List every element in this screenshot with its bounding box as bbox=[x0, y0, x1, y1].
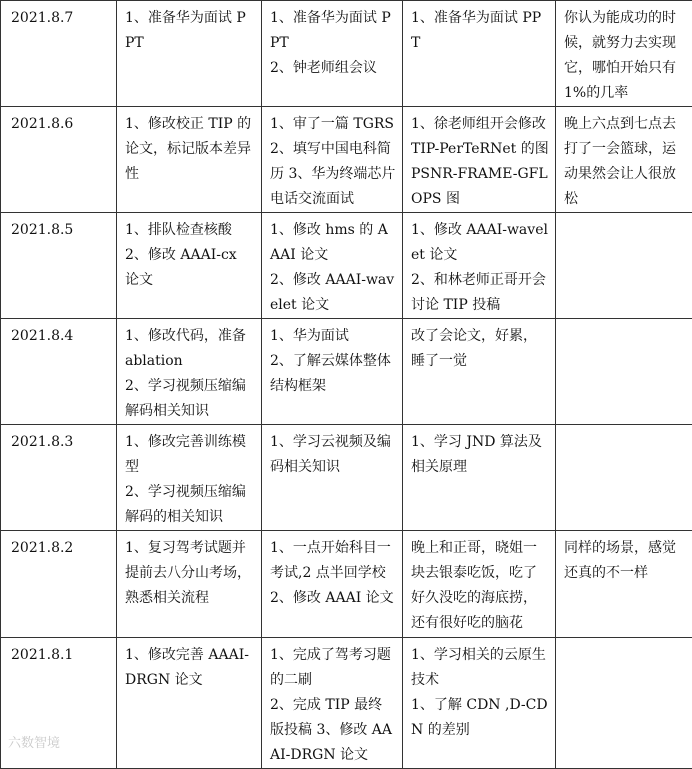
col1-cell bbox=[117, 213, 262, 319]
cell-line: 1、修改完善 AAAI-DRGN 论文 bbox=[125, 643, 255, 693]
col1-cell bbox=[117, 638, 262, 769]
col3-cell bbox=[403, 319, 556, 425]
cell-line: 2、修改 AAAI-wavelet 论文 bbox=[270, 268, 396, 318]
col2-cell bbox=[262, 319, 403, 425]
table-row bbox=[1, 213, 692, 319]
cell-line: 同样的场景，感觉还真的不一样 bbox=[564, 536, 686, 586]
cell-line: 2、修改 AAAI-cx 论文 bbox=[125, 243, 255, 293]
cell-line: 1、学习相关的云原生技术 bbox=[411, 643, 549, 693]
col3-cell bbox=[403, 213, 556, 319]
cell-line: 2、完成 TIP 最终版投稿 3、修改 AAAI-DRGN 论文 bbox=[270, 693, 396, 768]
col4-cell bbox=[556, 319, 692, 425]
col1-cell bbox=[117, 425, 262, 531]
table-row bbox=[1, 638, 692, 769]
cell-line: 1、华为面试 bbox=[270, 324, 396, 349]
diary-table-body bbox=[1, 1, 692, 769]
cell-line: 1、审了一篇 TGRS bbox=[270, 112, 396, 137]
col3-cell bbox=[403, 425, 556, 531]
date-text: 2021.8.1 bbox=[11, 643, 110, 668]
cell-line: 1、了解 CDN ,D-CDN 的差别 bbox=[411, 693, 549, 743]
cell-line: 2、钟老师组会议 bbox=[270, 56, 396, 81]
cell-line: 1、完成了驾考习题的二刷 bbox=[270, 643, 396, 693]
cell-line: 晚上和正哥，晓姐一块去银泰吃饭，吃了好久没吃的海底捞，还有很好吃的脑花 bbox=[411, 536, 549, 636]
date-text: 2021.8.3 bbox=[11, 430, 110, 455]
date-text: 2021.8.7 bbox=[11, 6, 110, 31]
cell-line: 1、学习 JND 算法及相关原理 bbox=[411, 430, 549, 480]
table-row bbox=[1, 531, 692, 638]
cell-line: 1、修改 AAAI-wavelet 论文 bbox=[411, 218, 549, 268]
col4-cell bbox=[556, 107, 692, 213]
col4-cell bbox=[556, 531, 692, 638]
date-text: 2021.8.2 bbox=[11, 536, 110, 561]
col4-cell bbox=[556, 213, 692, 319]
col4-cell bbox=[556, 1, 692, 107]
col2-cell bbox=[262, 531, 403, 638]
col2-cell bbox=[262, 425, 403, 531]
col3-cell bbox=[403, 638, 556, 769]
col1-cell bbox=[117, 107, 262, 213]
cell-line: 1、一点开始科目一考试,2 点半回学校 bbox=[270, 536, 396, 586]
col3-cell bbox=[403, 1, 556, 107]
cell-line: 2、填写中国电科简历 3、华为终端芯片电话交流面试 bbox=[270, 137, 396, 212]
date-cell bbox=[1, 531, 117, 638]
col3-cell bbox=[403, 531, 556, 638]
date-cell bbox=[1, 319, 117, 425]
cell-line: 晚上六点到七点去打了一会篮球，运动果然会让人很放松 bbox=[564, 112, 686, 212]
cell-line: 2、学习视频压缩编解码相关知识 bbox=[125, 374, 255, 424]
date-text: 2021.8.4 bbox=[11, 324, 110, 349]
date-cell bbox=[1, 107, 117, 213]
cell-line: 2、修改 AAAI 论文 bbox=[270, 586, 396, 611]
cell-line: 2、学习视频压缩编解码的相关知识 bbox=[125, 480, 255, 530]
date-text: 2021.8.5 bbox=[11, 218, 110, 243]
cell-line: 1、修改校正 TIP 的论文，标记版本差异性 bbox=[125, 112, 255, 187]
table-row bbox=[1, 425, 692, 531]
col1-cell bbox=[117, 1, 262, 107]
col1-cell bbox=[117, 531, 262, 638]
cell-line: 1、修改 hms 的 AAAI 论文 bbox=[270, 218, 396, 268]
cell-line: 2、了解云媒体整体结构框架 bbox=[270, 349, 396, 399]
date-cell bbox=[1, 1, 117, 107]
table-row bbox=[1, 1, 692, 107]
col2-cell bbox=[262, 1, 403, 107]
cell-line: 你认为能成功的时候，就努力去实现它，哪怕开始只有 1%的几率 bbox=[564, 6, 686, 106]
col2-cell bbox=[262, 107, 403, 213]
col4-cell bbox=[556, 425, 692, 531]
cell-line: 1、排队检查核酸 bbox=[125, 218, 255, 243]
cell-line: 1、准备华为面试 PPT bbox=[125, 6, 255, 56]
cell-line: 1、复习驾考试题并提前去八分山考场，熟悉相关流程 bbox=[125, 536, 255, 611]
date-cell bbox=[1, 213, 117, 319]
col4-cell bbox=[556, 638, 692, 769]
cell-line: 改了会论文，好累，睡了一觉 bbox=[411, 324, 549, 374]
cell-line: 1、准备华为面试 PPT bbox=[270, 6, 396, 56]
cell-line: 1、学习云视频及编码相关知识 bbox=[270, 430, 396, 480]
date-cell bbox=[1, 425, 117, 531]
cell-line: 2、和林老师正哥开会讨论 TIP 投稿 bbox=[411, 268, 549, 318]
col2-cell bbox=[262, 213, 403, 319]
date-text: 2021.8.6 bbox=[11, 112, 110, 137]
col3-cell bbox=[403, 107, 556, 213]
col2-cell bbox=[262, 638, 403, 769]
cell-line: 1、修改完善训练模型 bbox=[125, 430, 255, 480]
cell-line: 1、修改代码，准备 ablation bbox=[125, 324, 255, 374]
watermark: 六数智境 bbox=[8, 732, 60, 751]
table-row bbox=[1, 107, 692, 213]
cell-line: 1、徐老师组开会修改 TIP-PerTeRNet 的图 PSNR-FRAME-GFLOPS 图 bbox=[411, 112, 549, 212]
col1-cell bbox=[117, 319, 262, 425]
cell-line: 1、准备华为面试 PPT bbox=[411, 6, 549, 56]
table-row bbox=[1, 319, 692, 425]
